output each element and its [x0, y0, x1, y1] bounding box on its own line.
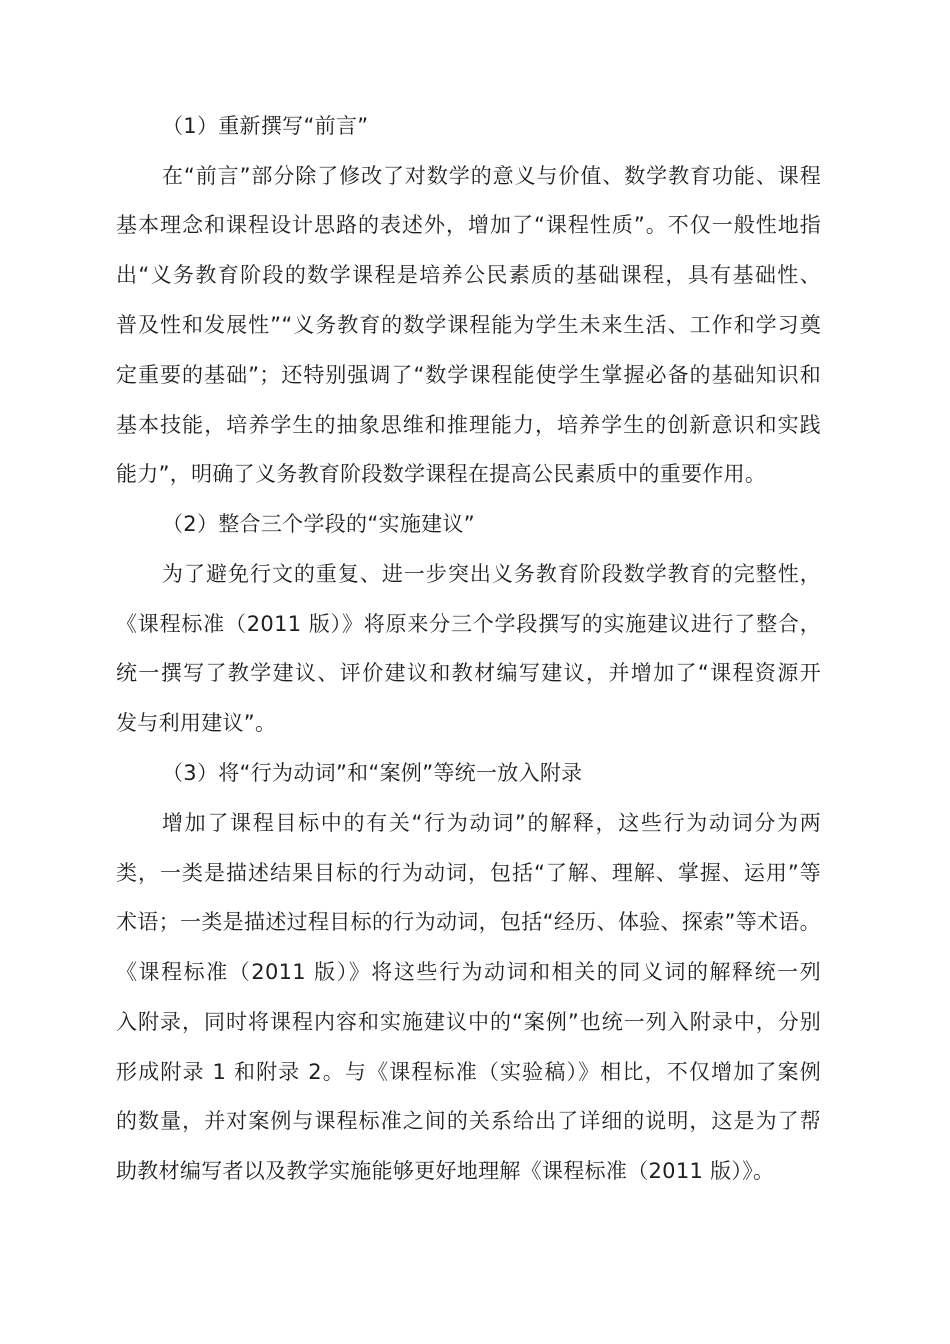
paragraph-line: 定重要的基础”；还特别强调了“数学课程能使学生掌握必备的基础知识和 [116, 363, 821, 387]
section-heading-1: （1）重新撰写“前言” [162, 114, 369, 138]
paragraph-line: 形成附录 1 和附录 2。与《课程标准（实验稿）》相比，不仅增加了案例 [116, 1060, 821, 1084]
section-heading-2: （2）整合三个学段的“实施建议” [162, 512, 475, 536]
paragraph-line: 增加了课程目标中的有关“行为动词”的解释，这些行为动词分为两 [162, 811, 821, 835]
paragraph-line-last: 助教材编写者以及教学实施能够更好地理解《课程标准（2011 版）》。 [116, 1159, 775, 1183]
paragraph-line: 为了避免行文的重复、进一步突出义务教育阶段数学教育的完整性， [162, 562, 821, 586]
paragraph-line-last: 发与利用建议”。 [116, 711, 277, 735]
paragraph-line-last: 能力”，明确了义务教育阶段数学课程在提高公民素质中的重要作用。 [116, 462, 767, 486]
section-heading-3: （3）将“行为动词”和“案例”等统一放入附录 [162, 761, 583, 785]
paragraph-line: 普及性和发展性”“义务教育的数学课程能为学生未来生活、工作和学习奠 [116, 313, 821, 337]
paragraph-line: 入附录，同时将课程内容和实施建议中的“案例”也统一列入附录中，分别 [116, 1010, 821, 1034]
paragraph-line: 基本理念和课程设计思路的表述外，增加了“课程性质”。不仅一般性地指 [116, 213, 821, 237]
paragraph-line: 的数量，并对案例与课程标准之间的关系给出了详细的说明，这是为了帮 [116, 1109, 821, 1133]
paragraph-line: 在“前言”部分除了修改了对数学的意义与价值、数学教育功能、课程 [162, 164, 821, 188]
paragraph-line: 《课程标准（2011 版）》将这些行为动词和相关的同义词的解释统一列 [116, 960, 821, 984]
paragraph-line: 基本技能，培养学生的抽象思维和推理能力，培养学生的创新意识和实践 [116, 413, 821, 437]
paragraph-line: 统一撰写了教学建议、评价建议和教材编写建议，并增加了“课程资源开 [116, 661, 821, 685]
paragraph-line: 类，一类是描述结果目标的行为动词，包括“了解、理解、掌握、运用”等 [116, 861, 821, 885]
paragraph-line: 出“义务教育阶段的数学课程是培养公民素质的基础课程，具有基础性、 [116, 263, 821, 287]
paragraph-line: 《课程标准（2011 版）》将原来分三个学段撰写的实施建议进行了整合， [116, 612, 821, 636]
paragraph-line: 术语；一类是描述过程目标的行为动词，包括“经历、体验、探索”等术语。 [116, 910, 821, 934]
